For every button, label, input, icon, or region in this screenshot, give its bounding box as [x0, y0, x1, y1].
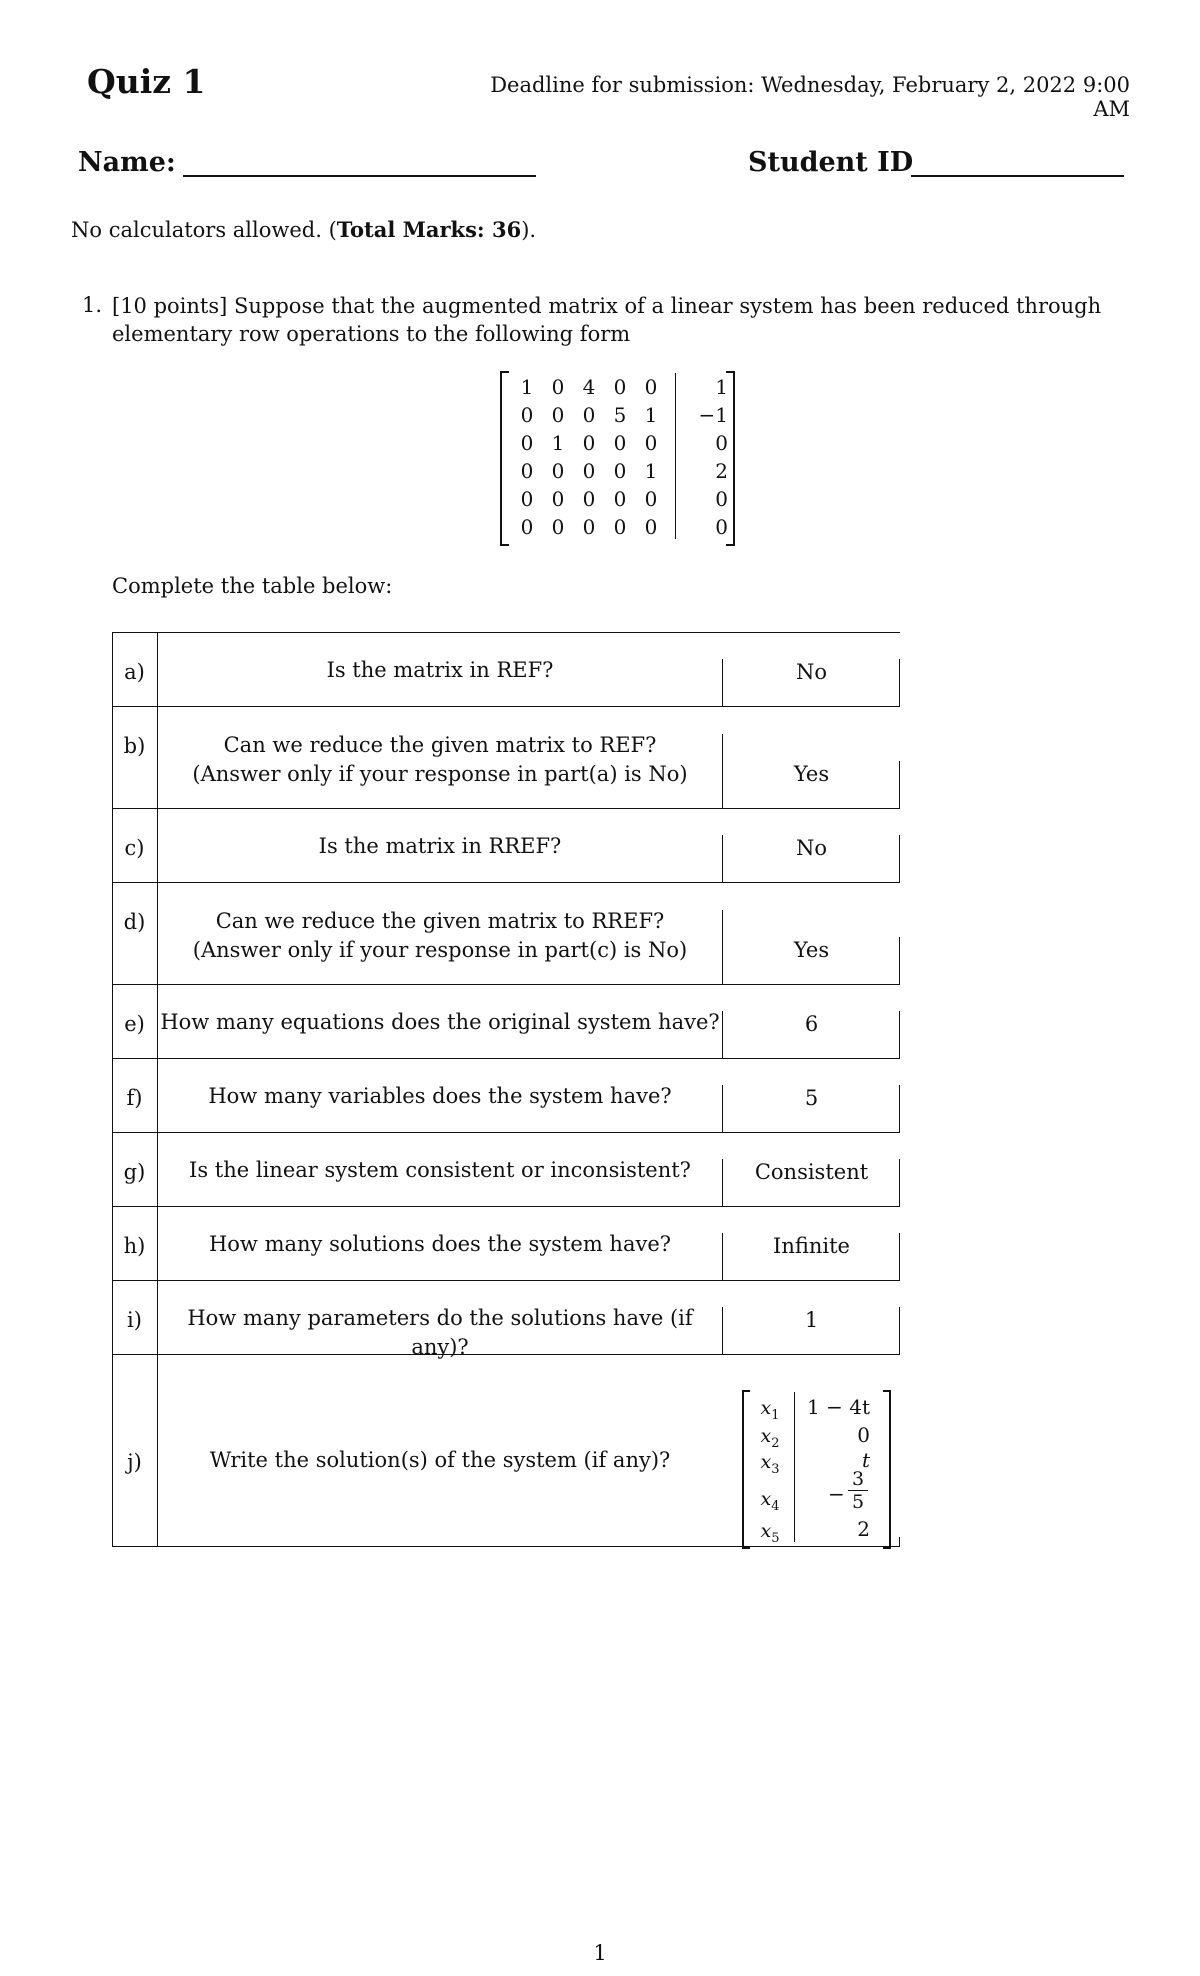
- matrix-rhs-cell: 0: [715, 487, 728, 511]
- name-label: Name:: [78, 147, 176, 178]
- solution-value: 1 − 4t: [807, 1395, 870, 1419]
- solution-value: 2: [857, 1517, 870, 1541]
- row-answer: Consistent: [754, 1160, 869, 1184]
- row-label: d): [123, 910, 146, 934]
- matrix-cell: 0: [520, 403, 534, 427]
- matrix-cell: 0: [644, 375, 658, 399]
- row-question: Can we reduce the given matrix to RREF?: [215, 909, 665, 933]
- solution-var: $x_1$: [760, 1397, 780, 1423]
- row-answer: Yes: [793, 762, 830, 786]
- solution-var: $x_4$: [760, 1488, 780, 1514]
- matrix-cell: 0: [613, 375, 627, 399]
- matrix-cell: 0: [613, 431, 627, 455]
- matrix-cell: 1: [644, 403, 658, 427]
- solution-value: 0: [857, 1423, 870, 1447]
- augment-bar: [675, 373, 676, 539]
- note-suffix: ).: [521, 218, 537, 242]
- solution-bar: [794, 1392, 795, 1542]
- solution-left-bracket: [742, 1390, 750, 1549]
- note-prefix: No calculators allowed. (: [71, 218, 337, 242]
- solution-var: $x_2$: [760, 1425, 780, 1451]
- matrix-cell: 1: [644, 459, 658, 483]
- matrix-cell: 0: [582, 403, 596, 427]
- row-answer: 5: [804, 1086, 819, 1110]
- matrix-cell: 0: [582, 515, 596, 539]
- matrix-cell: 0: [551, 403, 565, 427]
- matrix-cell: 4: [582, 375, 596, 399]
- matrix-left-bracket: [500, 371, 509, 546]
- matrix-cell: 1: [551, 431, 565, 455]
- row-label: f): [126, 1086, 143, 1110]
- matrix-cell: 0: [644, 515, 658, 539]
- name-line: [183, 175, 536, 177]
- row-question: Write the solution(s) of the system (if any)?: [209, 1448, 671, 1472]
- augmented-matrix: [500, 371, 735, 542]
- row-question: How many solutions does the system have?: [208, 1232, 672, 1256]
- matrix-rhs-cell: 2: [715, 459, 728, 483]
- matrix-rhs-cell: 1: [715, 375, 728, 399]
- matrix-cell: 5: [613, 403, 627, 427]
- total-marks: Total Marks: 36: [336, 217, 522, 242]
- matrix-cell: 0: [644, 487, 658, 511]
- matrix-cell: 1: [520, 375, 534, 399]
- solution-right-bracket: [883, 1390, 891, 1549]
- solution-value: t: [861, 1448, 870, 1472]
- row-answer: No: [795, 660, 828, 684]
- matrix-cell: 0: [551, 375, 565, 399]
- matrix-cell: 0: [520, 515, 534, 539]
- student-id-label: Student ID: [748, 147, 914, 178]
- matrix-rhs-cell: 0: [715, 431, 728, 455]
- matrix-cell: 0: [551, 515, 565, 539]
- row-label: j): [127, 1450, 142, 1474]
- question-text: [10 points] Suppose that the augmented matrix of a linear system has been reduced through elementary row operations to the following form: [112, 294, 1102, 346]
- fraction-denominator: 5: [851, 1491, 865, 1513]
- row-question: How many equations does the original system have?: [160, 1010, 720, 1034]
- row-question: Is the matrix in REF?: [326, 658, 554, 682]
- matrix-cell: 0: [520, 431, 534, 455]
- matrix-cell: 0: [582, 459, 596, 483]
- row-answer: 6: [804, 1012, 819, 1036]
- matrix-cell: 0: [613, 459, 627, 483]
- solution-value-sign: −: [828, 1482, 845, 1506]
- solution-var: $x_3$: [760, 1451, 780, 1477]
- row-label: i): [127, 1308, 142, 1332]
- row-question: How many parameters do the solutions have (if any)?: [187, 1306, 693, 1359]
- page-number: 1: [593, 1941, 607, 1965]
- matrix-cell: 0: [520, 487, 534, 511]
- row-answer: Infinite: [773, 1234, 850, 1258]
- matrix-cell: 0: [551, 487, 565, 511]
- student-id-line: [911, 175, 1124, 177]
- matrix-rhs-cell: 0: [715, 515, 728, 539]
- row-label: a): [124, 660, 145, 684]
- row-label: g): [123, 1160, 146, 1184]
- question-number: 1.: [82, 293, 103, 317]
- row-label: b): [123, 734, 146, 758]
- row-question: Is the matrix in RREF?: [318, 834, 562, 858]
- row-label: c): [124, 836, 145, 860]
- row-question-note: (Answer only if your response in part(c) is No): [192, 938, 688, 962]
- row-question: How many variables does the system have?: [208, 1084, 672, 1108]
- row-answer: 1: [804, 1308, 819, 1332]
- matrix-cell: 0: [644, 431, 658, 455]
- matrix-cell: 0: [582, 487, 596, 511]
- row-question-note: (Answer only if your response in part(a) is No): [192, 762, 688, 786]
- matrix-cell: 0: [613, 515, 627, 539]
- solution-matrix: [742, 1390, 891, 1545]
- row-answer: No: [795, 836, 828, 860]
- matrix-cell: 0: [551, 459, 565, 483]
- row-answer: Yes: [793, 938, 830, 962]
- matrix-cell: 0: [582, 431, 596, 455]
- fraction-numerator: 3: [848, 1468, 868, 1491]
- matrix-rhs-cell: −1: [698, 403, 728, 427]
- row-label: h): [123, 1234, 146, 1258]
- matrix-cell: 0: [520, 459, 534, 483]
- deadline: Deadline for submission: Wednesday, February 2, 2022 9:00 AM: [490, 73, 1130, 121]
- row-question: Can we reduce the given matrix to REF?: [223, 733, 657, 757]
- table-instruction: Complete the table below:: [112, 574, 393, 598]
- instructions-note: [71, 217, 536, 242]
- answer-table: [112, 632, 900, 1548]
- row-question: Is the linear system consistent or inconsistent?: [189, 1158, 691, 1182]
- solution-fraction: [848, 1468, 868, 1513]
- quiz-title: Quiz 1: [87, 62, 206, 101]
- matrix-cell: 0: [613, 487, 627, 511]
- row-label: e): [124, 1012, 145, 1036]
- solution-var: $x_5$: [760, 1520, 780, 1546]
